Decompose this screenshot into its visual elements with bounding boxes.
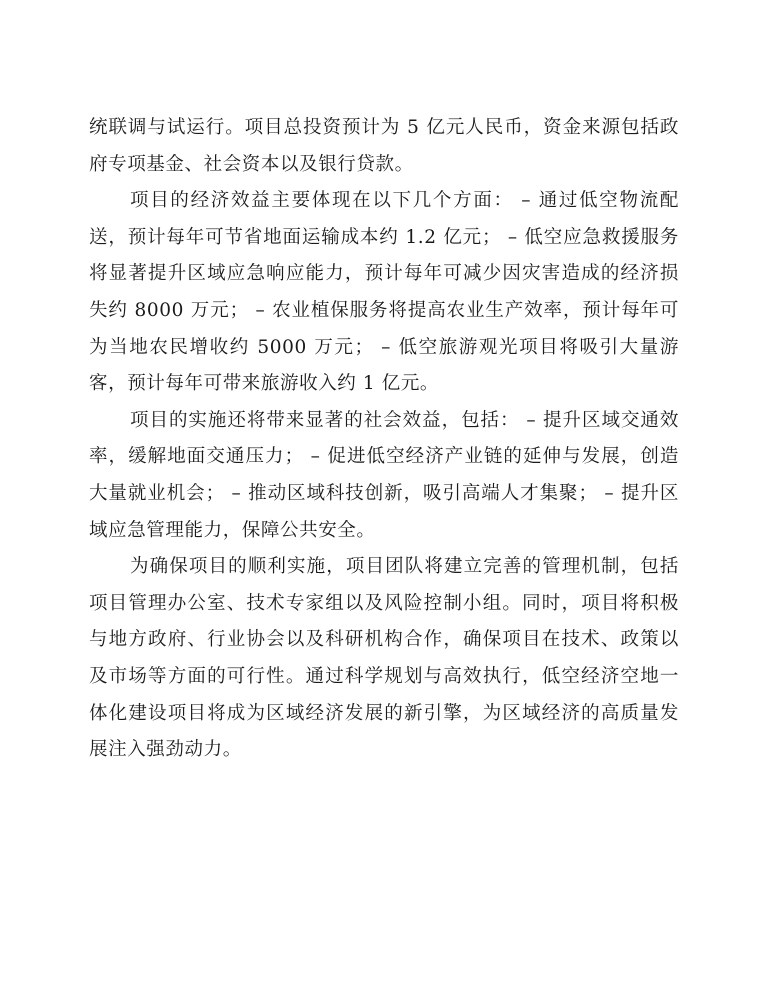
paragraph-economic-benefits: 项目的经济效益主要体现在以下几个方面： – 通过低空物流配送，预计每年可节省地面运输成本约 1.2 亿元； – 低空应急救援服务将显著提升区域应急响应能力，预计每年可减少因灾害造成的经济损失约 8000 万元； – 农业植保服务将提高农业生产效率，预计每年可为当地农民增收约 5000 万元； – 低空旅游观光项目将吸引大量游客，预计每年可带来旅游收入约 1 亿元。: [89, 190, 679, 395]
paragraph-management-mechanism: 为确保项目的顺利实施，项目团队将建立完善的管理机制，包括项目管理办公室、技术专家组以及风险控制小组。同时，项目将积极与地方政府、行业协会以及科研机构合作，确保项目在技术、政策以及市场等方面的可行性。通过科学规划与高效执行，低空经济空地一体化建设项目将成为区域经济发展的新引擎，为区域经济的高质量发展注入强劲动力。: [89, 556, 679, 761]
document-body: [89, 110, 679, 769]
paragraph-social-benefits: 项目的实施还将带来显著的社会效益，包括： – 提升区域交通效率，缓解地面交通压力； – 促进低空经济产业链的延伸与发展，创造大量就业机会； – 推动区域科技创新，吸引高端人才集聚； – 提升区域应急管理能力，保障公共安全。: [89, 409, 679, 541]
paragraph-project-overview: 统联调与试运行。项目总投资预计为 5 亿元人民币，资金来源包括政府专项基金、社会资本以及银行贷款。: [89, 117, 679, 175]
